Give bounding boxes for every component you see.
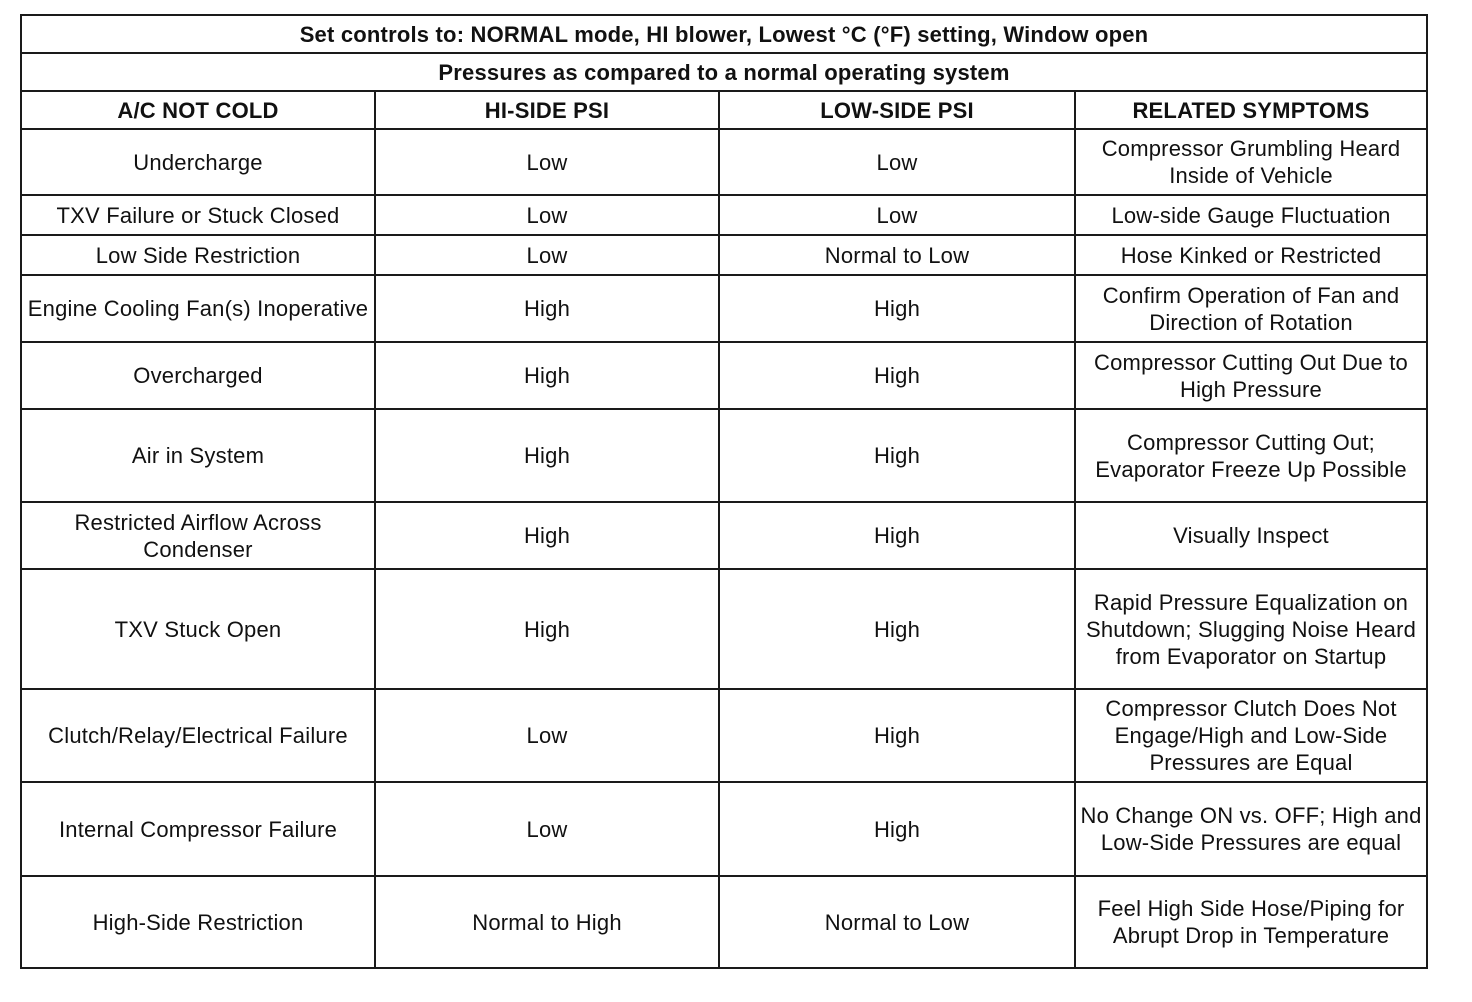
- symptoms-cell: Feel High Side Hose/Piping for Abrupt Drop in Temperature: [1075, 876, 1427, 968]
- table-row: [21, 569, 1427, 689]
- table-row: [21, 342, 1427, 409]
- symptoms-cell: Compressor Grumbling Heard Inside of Vehicle: [1075, 129, 1427, 195]
- table-row: [21, 782, 1427, 876]
- symptoms-cell: Compressor Clutch Does Not Engage/High and Low-Side Pressures are Equal: [1075, 689, 1427, 782]
- column-header-low-side: LOW-SIDE PSI: [719, 91, 1075, 129]
- low-side-cell: High: [719, 689, 1075, 782]
- symptoms-cell: Compressor Cutting Out; Evaporator Freeze Up Possible: [1075, 409, 1427, 502]
- comparison-banner: Pressures as compared to a normal operating system: [21, 53, 1427, 91]
- condition-cell: Engine Cooling Fan(s) Inoperative: [21, 275, 375, 342]
- table-row: [21, 129, 1427, 195]
- hi-side-cell: High: [375, 409, 719, 502]
- table-row: [21, 235, 1427, 275]
- table-row: [21, 275, 1427, 342]
- symptoms-cell: No Change ON vs. OFF; High and Low-Side Pressures are equal: [1075, 782, 1427, 876]
- symptoms-cell: Hose Kinked or Restricted: [1075, 235, 1427, 275]
- low-side-cell: Normal to Low: [719, 235, 1075, 275]
- condition-cell: High-Side Restriction: [21, 876, 375, 968]
- table-row: [21, 502, 1427, 569]
- low-side-cell: High: [719, 275, 1075, 342]
- condition-cell: Internal Compressor Failure: [21, 782, 375, 876]
- table-row: [21, 689, 1427, 782]
- hi-side-cell: Normal to High: [375, 876, 719, 968]
- ac-diagnosis-table: [20, 14, 1428, 969]
- condition-cell: Air in System: [21, 409, 375, 502]
- condition-cell: TXV Stuck Open: [21, 569, 375, 689]
- condition-cell: TXV Failure or Stuck Closed: [21, 195, 375, 235]
- condition-cell: Low Side Restriction: [21, 235, 375, 275]
- hi-side-cell: Low: [375, 129, 719, 195]
- low-side-cell: High: [719, 782, 1075, 876]
- column-header-symptoms: RELATED SYMPTOMS: [1075, 91, 1427, 129]
- low-side-cell: High: [719, 342, 1075, 409]
- hi-side-cell: High: [375, 569, 719, 689]
- low-side-cell: Low: [719, 195, 1075, 235]
- symptoms-cell: Low-side Gauge Fluctuation: [1075, 195, 1427, 235]
- hi-side-cell: Low: [375, 235, 719, 275]
- low-side-cell: Normal to Low: [719, 876, 1075, 968]
- column-header-condition: A/C NOT COLD: [21, 91, 375, 129]
- low-side-cell: High: [719, 409, 1075, 502]
- banner-row-comparison: [21, 53, 1427, 91]
- hi-side-cell: Low: [375, 782, 719, 876]
- hi-side-cell: Low: [375, 195, 719, 235]
- symptoms-cell: Confirm Operation of Fan and Direction of Rotation: [1075, 275, 1427, 342]
- symptoms-cell: Rapid Pressure Equalization on Shutdown; Slugging Noise Heard from Evaporator on Startup: [1075, 569, 1427, 689]
- hi-side-cell: High: [375, 275, 719, 342]
- low-side-cell: High: [719, 502, 1075, 569]
- table-row: [21, 876, 1427, 968]
- condition-cell: Overcharged: [21, 342, 375, 409]
- low-side-cell: Low: [719, 129, 1075, 195]
- column-header-hi-side: HI-SIDE PSI: [375, 91, 719, 129]
- hi-side-cell: High: [375, 342, 719, 409]
- hi-side-cell: High: [375, 502, 719, 569]
- low-side-cell: High: [719, 569, 1075, 689]
- column-header-row: [21, 91, 1427, 129]
- table-row: [21, 195, 1427, 235]
- symptoms-cell: Visually Inspect: [1075, 502, 1427, 569]
- banner-row-instructions: [21, 15, 1427, 53]
- condition-cell: Undercharge: [21, 129, 375, 195]
- condition-cell: Restricted Airflow Across Condenser: [21, 502, 375, 569]
- instructions-banner: Set controls to: NORMAL mode, HI blower, Lowest °C (°F) setting, Window open: [21, 15, 1427, 53]
- condition-cell: Clutch/Relay/Electrical Failure: [21, 689, 375, 782]
- table-row: [21, 409, 1427, 502]
- symptoms-cell: Compressor Cutting Out Due to High Pressure: [1075, 342, 1427, 409]
- hi-side-cell: Low: [375, 689, 719, 782]
